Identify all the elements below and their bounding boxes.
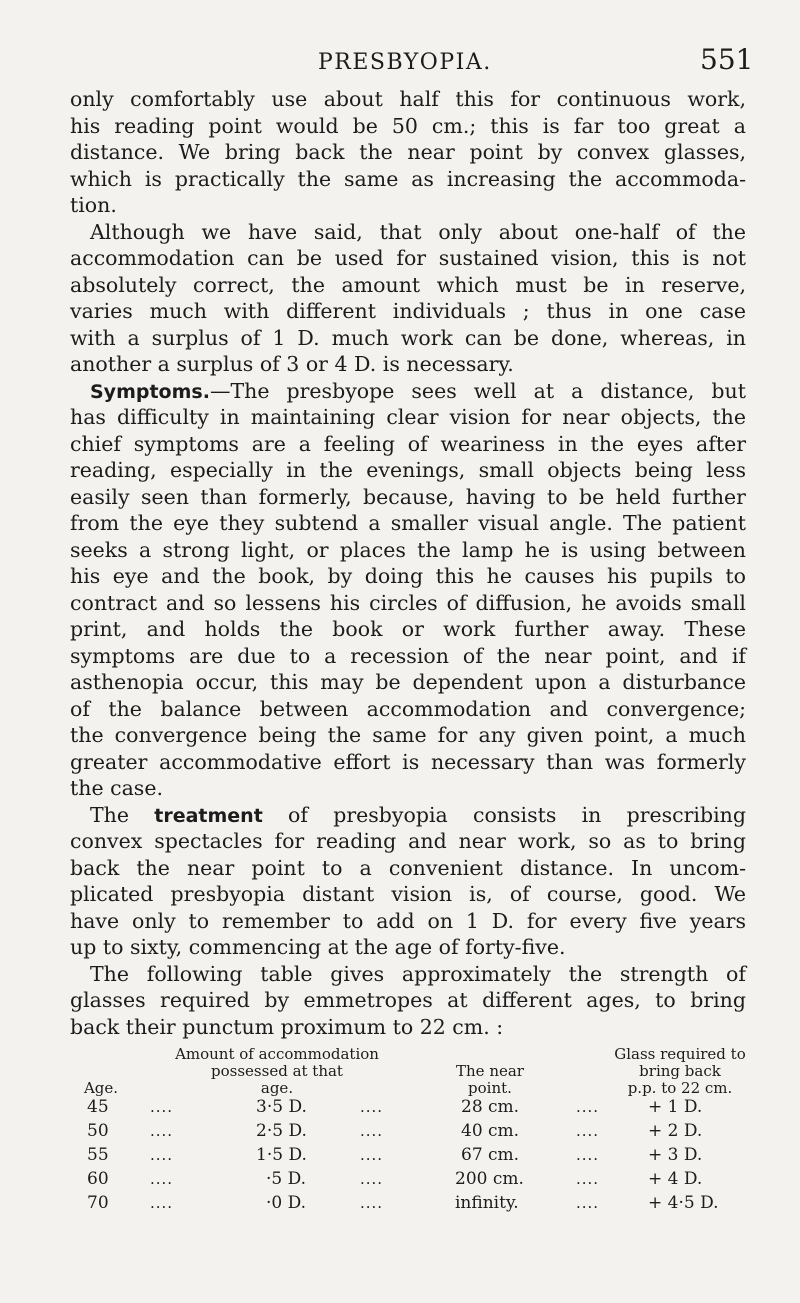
cell-near-point: 28 cm. xyxy=(461,1097,520,1117)
text-line: greater accommodative effort is necessary than was formerly xyxy=(70,749,746,774)
text-line: of the balance between accommodation and convergence; xyxy=(70,696,746,721)
cell-age: 45 xyxy=(87,1097,109,1117)
symptoms-heading: Symptoms. xyxy=(90,380,210,403)
text-line: plicated presbyopia distant vision is, of course, good. We xyxy=(70,882,746,906)
text-line: chief symptoms are a feeling of weariness in the eyes after xyxy=(70,431,746,456)
cell-glass: + 2 D. xyxy=(648,1121,703,1141)
cell-glass: + 4 D. xyxy=(648,1169,703,1189)
text-line: varies much with different individuals ; thus in one case xyxy=(70,299,746,323)
cell-age: 70 xyxy=(87,1193,109,1213)
text-line: which is practically the same as increasing the accommoda- xyxy=(70,166,746,191)
text-line: asthenopia occur, this may be dependent upon a disturbance xyxy=(70,670,746,694)
text-line: accommodation can be used for sustained vision, this is not xyxy=(70,246,746,270)
text-line: symptoms are due to a recession of the near point, and if xyxy=(70,643,746,668)
text-line: convex spectacles for reading and near work, so as to bring xyxy=(70,829,746,853)
cell-glass: + 3 D. xyxy=(648,1145,703,1165)
running-head: PRESBYOPIA. xyxy=(318,50,492,75)
cell-accommodation: ·5 D. xyxy=(266,1169,307,1189)
text-line: distance. We bring back the near point by convex glasses, xyxy=(70,140,746,164)
leader-dots: .... xyxy=(360,1098,384,1116)
text-line: has difficulty in maintaining clear vision for near objects, the xyxy=(70,405,746,429)
cell-glass: + 4·5 D. xyxy=(648,1193,719,1213)
text-line: print, and holds the book or work further away. These xyxy=(70,617,746,641)
leader-dots: .... xyxy=(150,1146,174,1164)
cell-accommodation: 2·5 D. xyxy=(256,1121,307,1141)
header-accommodation-2: possessed at that xyxy=(211,1062,343,1080)
text-line: his eye and the book, by doing this he causes his pupils to xyxy=(70,564,746,588)
cell-near-point: 40 cm. xyxy=(461,1121,520,1141)
header-accommodation-3: age. xyxy=(260,1079,294,1097)
text-line: reading, especially in the evenings, small objects being less xyxy=(70,458,746,482)
cell-near-point: infinity. xyxy=(455,1193,519,1213)
leader-dots: .... xyxy=(360,1194,384,1212)
treatment-text: of presbyopia consists in prescribing xyxy=(262,802,746,827)
header-accommodation-1: Amount of accommodation xyxy=(175,1045,379,1063)
leader-dots: .... xyxy=(576,1122,600,1140)
text-line: the convergence being the same for any given point, a much xyxy=(70,723,746,747)
text-line: from the eye they subtend a smaller visual angle. The patient xyxy=(70,511,746,535)
header-age: Age. xyxy=(83,1079,119,1097)
leader-dots: .... xyxy=(576,1098,600,1116)
cell-accommodation: 1·5 D. xyxy=(256,1145,307,1165)
text-line: his reading point would be 50 cm.; this is far too great a xyxy=(70,113,746,138)
treatment-heading: treatment xyxy=(154,804,263,827)
text-line: Although we have said, that only about one-half of the xyxy=(90,219,746,244)
cell-age: 50 xyxy=(87,1121,109,1141)
leader-dots: .... xyxy=(150,1170,174,1188)
leader-dots: .... xyxy=(360,1170,384,1188)
leader-dots: .... xyxy=(576,1146,600,1164)
page-number: 551 xyxy=(700,43,754,76)
text-line: the case. xyxy=(70,776,163,800)
text-line: tion. xyxy=(70,193,117,217)
text-line: easily seen than formerly, because, having to be held further xyxy=(70,484,746,509)
leader-dots: .... xyxy=(360,1122,384,1140)
text-line: with a surplus of 1 D. much work can be done, whereas, in xyxy=(70,325,746,350)
header-glass-2: bring back xyxy=(639,1062,721,1080)
text-line: The following table gives approximately the strength of xyxy=(90,961,746,986)
leader-dots: .... xyxy=(150,1098,174,1116)
text-line: back their punctum proximum to 22 cm. : xyxy=(70,1014,504,1039)
text-line: absolutely correct, the amount which must be in reserve, xyxy=(70,272,746,297)
text-line: another a surplus of 3 or 4 D. is necessary. xyxy=(70,352,514,376)
header-glass-1: Glass required to xyxy=(614,1045,746,1063)
header-near-point-2: point. xyxy=(468,1079,512,1097)
cell-near-point: 200 cm. xyxy=(455,1169,524,1189)
text-line: seeks a strong light, or places the lamp he is using between xyxy=(70,537,746,562)
text-line: have only to remember to add on 1 D. for every five years xyxy=(70,908,746,933)
cell-accommodation: ·0 D. xyxy=(266,1193,307,1213)
symptoms-text: —The presbyope sees well at a distance, but xyxy=(209,378,746,403)
cell-glass: + 1 D. xyxy=(648,1097,703,1117)
text-line: only comfortably use about half this for continuous work, xyxy=(70,87,746,111)
leader-dots: .... xyxy=(150,1194,174,1212)
cell-age: 55 xyxy=(87,1145,109,1165)
leader-dots: .... xyxy=(576,1194,600,1212)
leader-dots: .... xyxy=(150,1122,174,1140)
leader-dots: .... xyxy=(360,1146,384,1164)
text-line: contract and so lessens his circles of diffusion, he avoids small xyxy=(70,590,746,615)
header-near-point-1: The near xyxy=(456,1062,524,1080)
text-line: glasses required by emmetropes at different ages, to bring xyxy=(70,988,746,1012)
cell-accommodation: 3·5 D. xyxy=(256,1097,307,1117)
text-line: back the near point to a convenient distance. In uncom- xyxy=(70,855,746,880)
cell-near-point: 67 cm. xyxy=(461,1145,520,1165)
text-line: up to sixty, commencing at the age of forty-five. xyxy=(70,935,566,959)
treatment-pre: The xyxy=(90,802,155,827)
header-glass-3: p.p. to 22 cm. xyxy=(627,1079,733,1097)
leader-dots: .... xyxy=(576,1170,600,1188)
cell-age: 60 xyxy=(87,1169,109,1189)
